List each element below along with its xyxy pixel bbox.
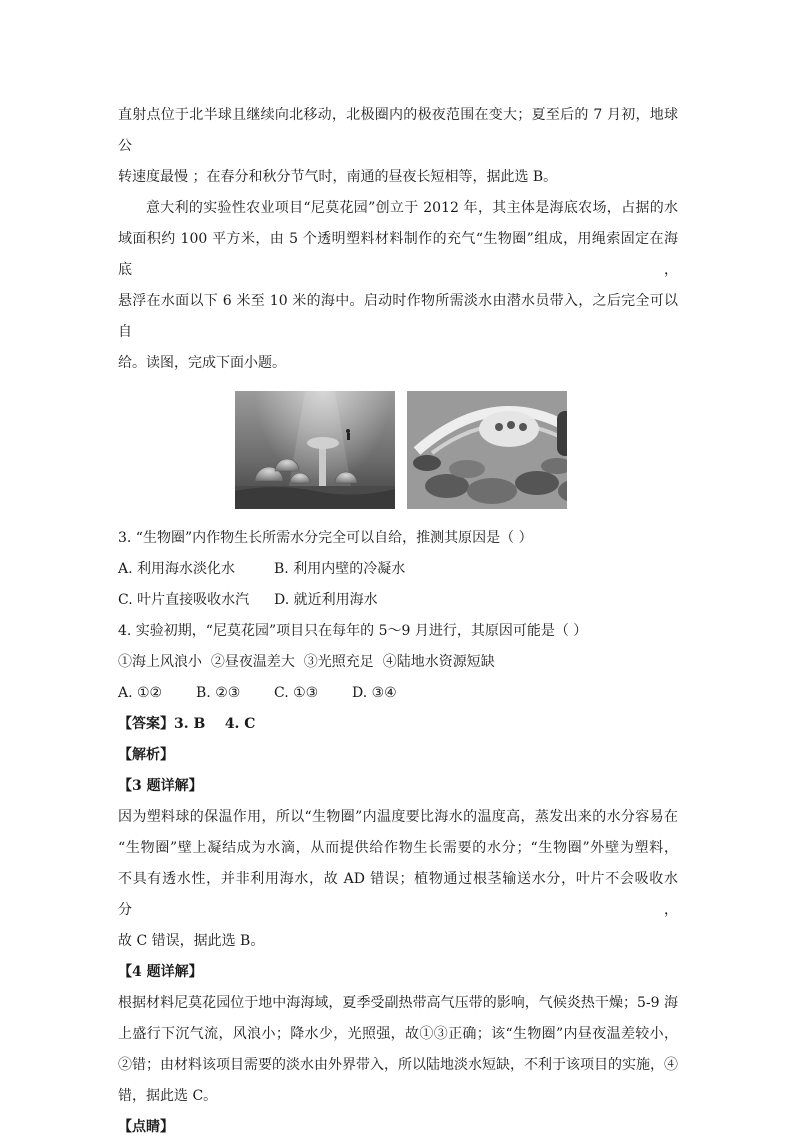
underwater-biosphere-photo: [235, 391, 395, 509]
option-c: C. ①③: [274, 685, 319, 701]
text-line: 不具有透水性，并非利用海水，故 AD 错误；植物通过根茎输送水分，叶片不会吸收水分，: [118, 871, 678, 918]
text-line: 转速度最慢 ；在春分和秋分节气时，南通的昼夜长短相等，据此选 B。: [118, 169, 558, 185]
option-a: A. 利用海水淡化水: [118, 561, 236, 577]
text-line: 上盛行下沉气流，风浪小；降水少，光照强，故①③正确；该“生物圈”内昼夜温差较小，: [118, 1026, 678, 1042]
text-line: 直射点位于北半球且继续向北移动，北极圈内的极夜范围在变大；夏至后的 7 月初，地球公: [118, 107, 678, 154]
question-3-options-row2: [118, 585, 678, 616]
text-line: 意大利的实验性农业项目“尼莫花园”创立于 2012 年，其主体是海底农场，占据的水: [146, 200, 678, 216]
text-line: “生物圈”壁上凝结成为水滴，从而提供给作物生长需要的水分；“生物圈”外壁为塑料，: [118, 840, 678, 856]
question-4-stem: 4. 实验初期，“尼莫花园”项目只在每年的 5～9 月进行，其原因可能是（ ）: [118, 623, 588, 639]
analysis-title: 【解析】: [118, 747, 174, 763]
option-b: B. 利用内壁的冷凝水: [274, 561, 406, 577]
option-d: D. ③④: [352, 685, 397, 701]
document-page: [118, 100, 678, 1143]
text-line: 错，据此选 C。: [118, 1088, 218, 1104]
q4-detail-title: 【4 题详解】: [118, 964, 203, 980]
text-line: 悬浮在水面以下 6 米至 10 米的海中。启动时作物所需淡水由潜水员带入，之后完全可以自: [118, 293, 678, 340]
text-line: 给。读图，完成下面小题。: [118, 355, 286, 371]
option-a: A. ①②: [118, 685, 163, 701]
q3-detail-title: 【3 题详解】: [118, 778, 203, 794]
option-b: B. ②③: [196, 685, 241, 701]
text-line: 域面积约 100 平方米，由 5 个透明塑料材料制作的充气“生物圈”组成，用绳索固定在海底，: [118, 231, 678, 278]
question-4-options: [118, 678, 678, 709]
question-4-items: ①海上风浪小 ②昼夜温差大 ③光照充足 ④陆地水资源短缺: [118, 654, 495, 670]
comment-title: 【点睛】: [118, 1119, 174, 1135]
underwater-scene-image: [235, 391, 395, 509]
option-c: C. 叶片直接吸收水汽: [118, 592, 250, 608]
question-3-options-row1: [118, 554, 678, 585]
biosphere-interior-photo: [407, 391, 567, 509]
answer-line: 【答案】3. B 4. C: [118, 716, 256, 732]
text-line: ②错；由材料该项目需要的淡水由外界带入，所以陆地淡水短缺，不利于该项目的实施，④: [118, 1057, 678, 1073]
text-line: 根据材料尼莫花园位于地中海海域，夏季受副热带高气压带的影响，气候炎热干燥；5-9 海: [118, 995, 678, 1011]
option-d: D. 就近利用海水: [274, 592, 378, 608]
text-line: 因为塑料球的保温作用，所以“生物圈”内温度要比海水的温度高，蒸发出来的水分容易在: [118, 809, 678, 825]
figure-row: [118, 391, 678, 509]
question-3-stem: 3. “生物圈”内作物生长所需水分完全可以自给，推测其原因是（ ）: [118, 530, 533, 546]
plants-interior-image: [407, 391, 567, 509]
text-line: 故 C 错误，据此选 B。: [118, 933, 265, 949]
